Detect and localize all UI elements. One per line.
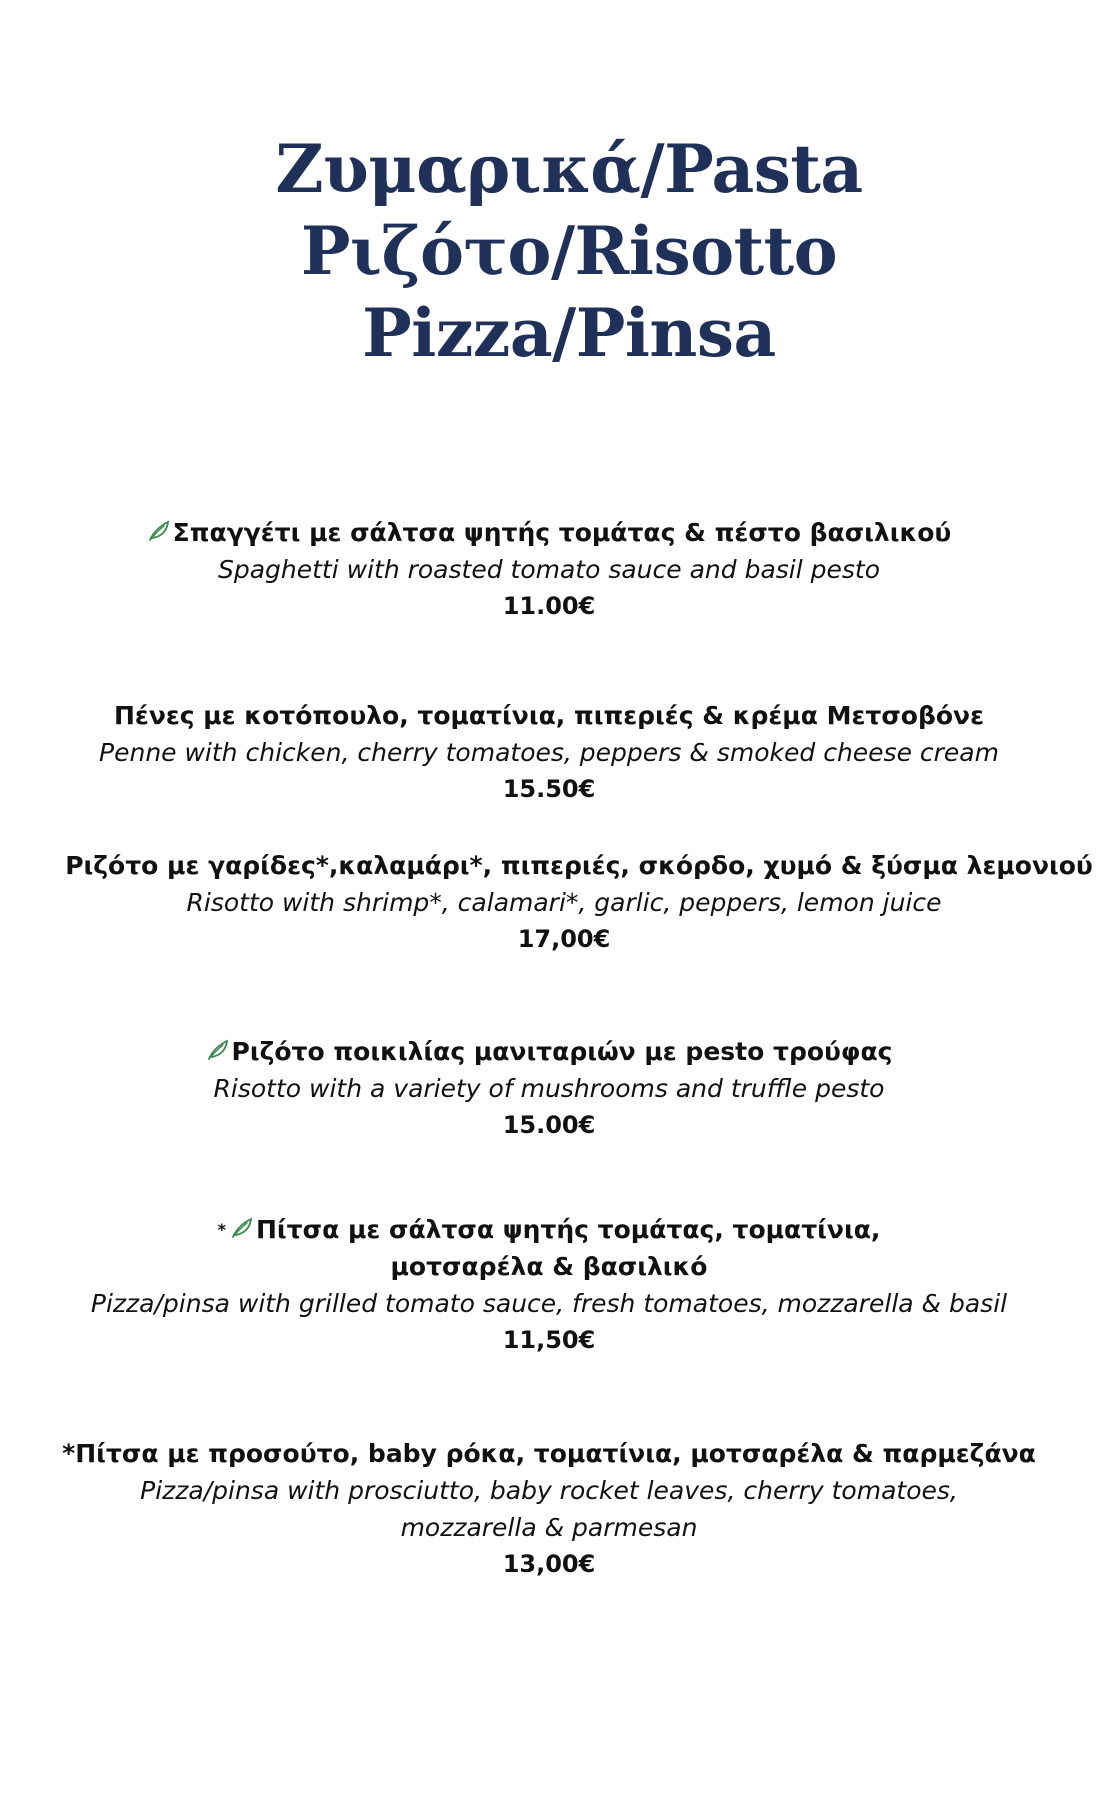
- item-name-greek-line2: μοτσαρέλα & βασιλικό: [390, 1252, 708, 1281]
- item-name-greek: *Πίτσα με προσούτο, baby ρόκα, τοματίνια, μοτσαρέλα & παρμεζάνα: [62, 1439, 1036, 1468]
- item-name-english: Pizza/pinsa with grilled tomato sauce, fresh tomatoes, mozzarella & basil: [90, 1289, 1008, 1318]
- item-name-english: Penne with chicken, cherry tomatoes, peppers & smoked cheese cream: [99, 738, 999, 767]
- vegetarian-leaf-icon: [206, 1038, 230, 1062]
- asterisk-marker: *: [217, 1220, 226, 1239]
- item-name-greek: Σπαγγέτι με σάλτσα ψητής τομάτας & πέστο βασιλικού: [172, 518, 952, 547]
- item-name-greek: Πένες με κοτόπουλο, τοματίνια, πιπεριές & κρέμα Μετσοβόνε: [113, 701, 984, 730]
- item-name-greek: Ριζότο με γαρίδες*,καλαμάρι*, πιπεριές, σκόρδο, χυμό & ξύσμα λεμονιού: [65, 851, 1093, 880]
- item-name-english: Spaghetti with roasted tomato sauce and basil pesto: [217, 555, 881, 584]
- title-pasta: Ζυμαρικά/Pasta: [275, 130, 863, 208]
- item-price: 13,00€: [502, 1550, 596, 1578]
- vegetarian-leaf-icon: [147, 519, 171, 543]
- vegetarian-leaf-icon: [230, 1216, 254, 1240]
- item-name-greek: Πίτσα με σάλτσα ψητής τομάτας, τοματίνια,: [256, 1215, 881, 1244]
- item-price: 11.00€: [502, 592, 596, 620]
- menu-item-seafood-risotto: [0, 847, 1098, 958]
- menu-item-penne: [0, 697, 1098, 808]
- menu-title: [0, 128, 1098, 374]
- item-name-greek: Ριζότο ποικιλίας μανιταριών με pesto τρούφας: [231, 1037, 893, 1066]
- item-price: 15.00€: [502, 1111, 596, 1139]
- title-risotto: Ριζότο/Risotto: [300, 212, 838, 290]
- menu-item-margherita-pizza: [0, 1211, 1098, 1359]
- menu-item-spaghetti: [0, 514, 1098, 625]
- menu-item-mushroom-risotto: [0, 1033, 1098, 1144]
- menu-item-prosciutto-pizza: [0, 1435, 1098, 1583]
- item-name-english: Risotto with a variety of mushrooms and truffle pesto: [213, 1074, 885, 1103]
- item-name-english-line2: mozzarella & parmesan: [400, 1513, 698, 1542]
- title-pizza: Pizza/Pinsa: [362, 294, 776, 372]
- item-name-english: Risotto with shrimp*, calamari*, garlic, peppers, lemon juice: [186, 888, 942, 917]
- item-price: 11,50€: [502, 1326, 596, 1354]
- item-name-english: Pizza/pinsa with prosciutto, baby rocket leaves, cherry tomatoes,: [140, 1476, 958, 1505]
- item-price: 17,00€: [517, 925, 611, 953]
- item-price: 15.50€: [502, 775, 596, 803]
